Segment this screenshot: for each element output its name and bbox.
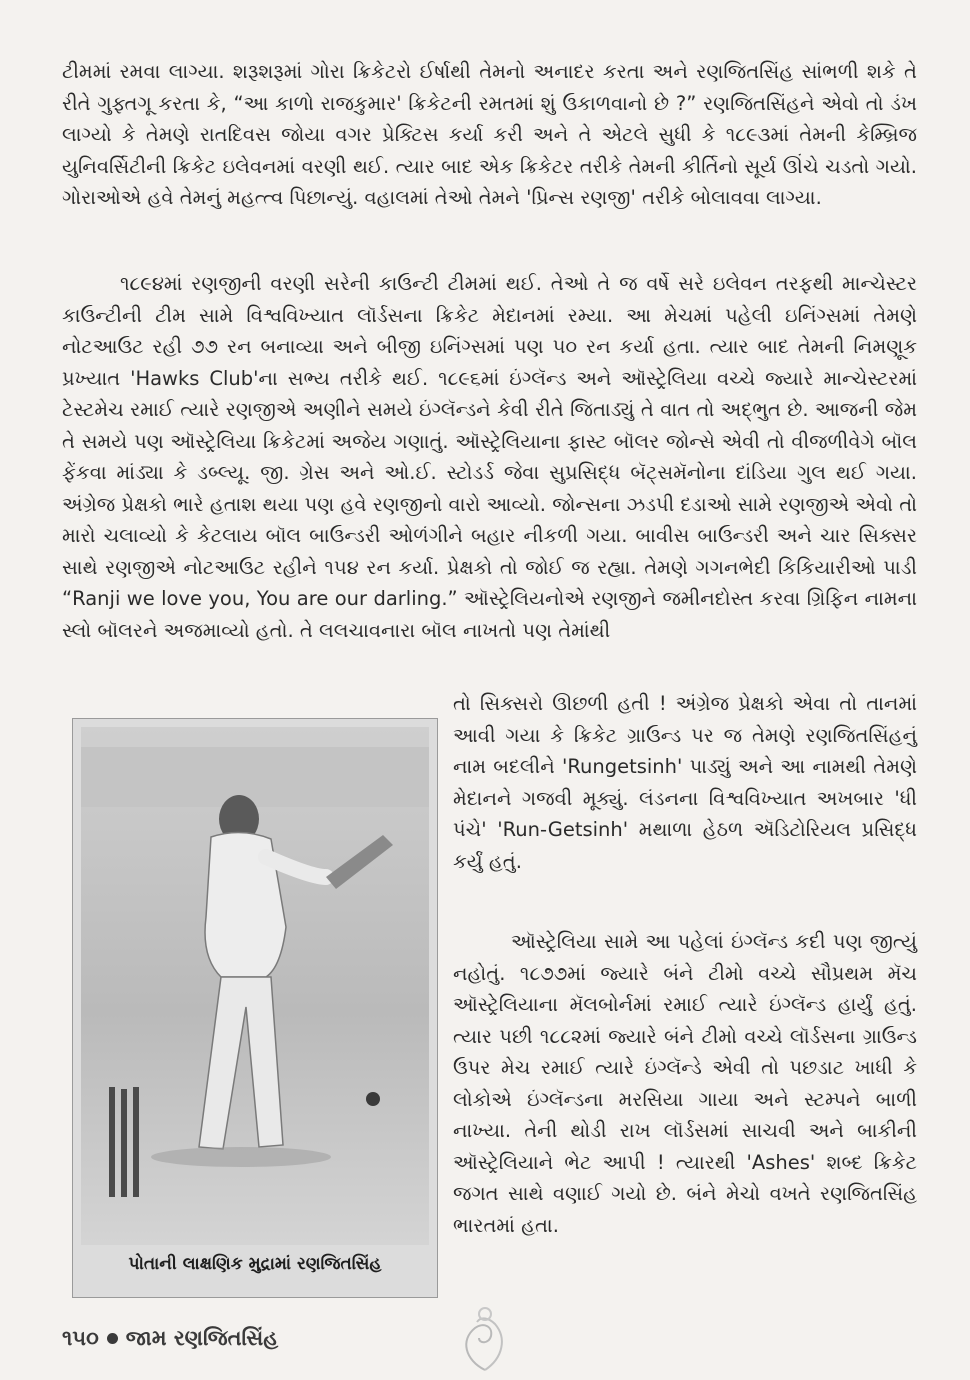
bullet-dot-icon	[107, 1333, 118, 1344]
page-number: ૧૫૦	[62, 1326, 99, 1350]
batsman-photo	[81, 727, 429, 1245]
book-title: જામ રણજિતસિંહ	[125, 1326, 279, 1350]
paragraph-2-continued: તો સિક્સરો ઊછળી હતી ! અંગ્રેજ પ્રેક્ષકો એવા તો તાનમાં આવી ગયા કે ક્રિકેટ ગ્રાઉન્ડ પર જ તેમણે રણજિતસિંહનું નામ બદલીને 'Rungetsinh' પાડ્યું અને આ નામથી તેમણે મેદાનને ગજવી મૂક્યું. લંડનના વિશ્વવિખ્યાત અખબાર 'ધી પંચે' 'Run-Getsinh' મથાળા હેઠળ ઍડિટોરિયલ પ્રસિદ્ધ કર્યું હતું.	[453, 692, 917, 873]
photo-caption: પોતાની લાક્ષણિક મુદ્રામાં રણજિતસિંહ	[128, 1254, 382, 1274]
page-footer	[62, 1326, 278, 1351]
floral-ornament-icon	[445, 1300, 525, 1375]
photo-figure	[72, 718, 438, 1298]
paragraph-1: ટીમમાં રમવા લાગ્યા. શરૂશરૂમાં ગોરા ક્રિકેટરો ઈર્ષાથી તેમનો અનાદર કરતા અને રણજિતસિંહ સાંભળી શકે તે રીતે ગુફ્તગૂ કરતા કે, “આ કાળો રાજકુમાર' ક્રિકેટની રમતમાં શું ઉકાળવાનો છે ?” રણજિતસિંહને એવો તો ડંખ લાગ્યો કે તેમણે રાતદિવસ જોયા વગર પ્રેક્ટિસ કર્યા કરી અને તે એટલે સુધી કે ૧૮૯૩માં તેમની કેમ્બ્રિજ યુનિવર્સિટીની ક્રિકેટ ઇલેવનમાં વરણી થઈ. ત્યાર બાદ એક ક્રિકેટર તરીકે તેમની કીર્તિનો સૂર્ય ઊંચે ચડતો ગયો. ગોરાઓએ હવે તેમનું મહત્ત્વ પિછાન્યું. વહાલમાં તેઓ તેમને 'પ્રિન્સ રણજી' તરીકે બોલાવવા લાગ્યા.	[62, 60, 917, 209]
batsman-illustration	[81, 727, 429, 1245]
paragraph-2: ૧૮૯૪માં રણજીની વરણી સરેની કાઉન્ટી ટીમમાં થઈ. તેઓ તે જ વર્ષે સરે ઇલેવન તરફથી માન્ચેસ્ટર કાઉન્ટીની ટીમ સામે વિશ્વવિખ્યાત લૉર્ડસના ક્રિકેટ મેદાનમાં રમ્યા. આ મેચમાં પહેલી ઇનિંગ્સમાં તેમણે નોટઆઉટ રહી ૭૭ રન બનાવ્યા અને બીજી ઇનિંગ્સમાં પણ ૫૦ રન કર્યા હતા. ત્યાર બાદ તેમની નિમણૂક પ્રખ્યાત 'Hawks Club'ના સભ્ય તરીકે થઈ. ૧૮૯૬માં ઇંગ્લૅન્ડ અને ઑસ્ટ્રેલિયા વચ્ચે જ્યારે માન્ચેસ્ટરમાં ટેસ્ટમેચ રમાઈ ત્યારે રણજીએ અણીને સમયે ઇંગ્લૅન્ડને કેવી રીતે જિતાડ્યું તે વાત તો અદ્ભુત છે. આજની જેમ તે સમયે પણ ઑસ્ટ્રેલિયા ક્રિકેટમાં અજેય ગણાતું. ઑસ્ટ્રેલિયાના ફાસ્ટ બૉલર જોન્સે એવી તો વીજળીવેગે બૉલ ફેંકવા માંડ્યા કે ડબ્લ્યૂ. જી. ગ્રેસ અને ઓ.ઈ. સ્ટોડર્ડ જેવા સુપ્રસિદ્ધ બૅટ્સમૅનોના દાંડિયા ગુલ થઈ ગયા. અંગ્રેજ પ્રેક્ષકો ભારે હતાશ થયા પણ હવે રણજીનો વારો આવ્યો. જોન્સના ઝડપી દડાઓ સામે રણજીએ એવો તો મારો ચલાવ્યો કે કેટલાય બૉલ બાઉન્ડરી ઓળંગીને બહાર નીકળી ગયા. બાવીસ બાઉન્ડરી અને ચાર સિક્સર સાથે રણજીએ નોટઆઉટ રહીને ૧૫૪ રન કર્યા. પ્રેક્ષકો તો જોઈ જ રહ્યા. તેમણે ગગનભેદી કિકિયારીઓ પાડી “Ranji we love you, You are our darling.” ઑસ્ટ્રેલિયનોએ રણજીને જમીનદોસ્ત કરવા ગ્રિફિન નામના સ્લો બૉલરને અજમાવ્યો હતો. તે લલચાવનારા બૉલ નાખતો પણ તેમાંથી	[62, 272, 917, 642]
paragraph-3: ઑસ્ટ્રેલિયા સામે આ પહેલાં ઇંગ્લૅન્ડ કદી પણ જીત્યું નહોતું. ૧૮૭૭માં જ્યારે બંને ટીમો વચ્ચે સૌપ્રથમ મૅચ ઑસ્ટ્રેલિયાના મૅલબોર્નમાં રમાઈ ત્યારે ઇંગ્લૅન્ડ હાર્યું હતું. ત્યાર પછી ૧૮૮૨માં જ્યારે બંને ટીમો વચ્ચે લૉર્ડસના ગ્રાઉન્ડ ઉપર મેચ રમાઈ ત્યારે ઇંગ્લૅન્ડે એવી તો પછડાટ ખાધી કે લોકોએ ઇંગ્લૅન્ડના મરસિયા ગાયા અને સ્ટમ્પને બાળી નાખ્યા. તેની થોડી રાખ લૉર્ડસમાં સાચવી અને બાકીની ઑસ્ટ્રેલિયાને ભેટ આપી ! ત્યારથી 'Ashes' શબ્દ ક્રિકેટ જગત સાથે વણાઈ ગયો છે. બંને મેચો વખતે રણજિતસિંહ ભારતમાં હતા.	[453, 930, 917, 1237]
